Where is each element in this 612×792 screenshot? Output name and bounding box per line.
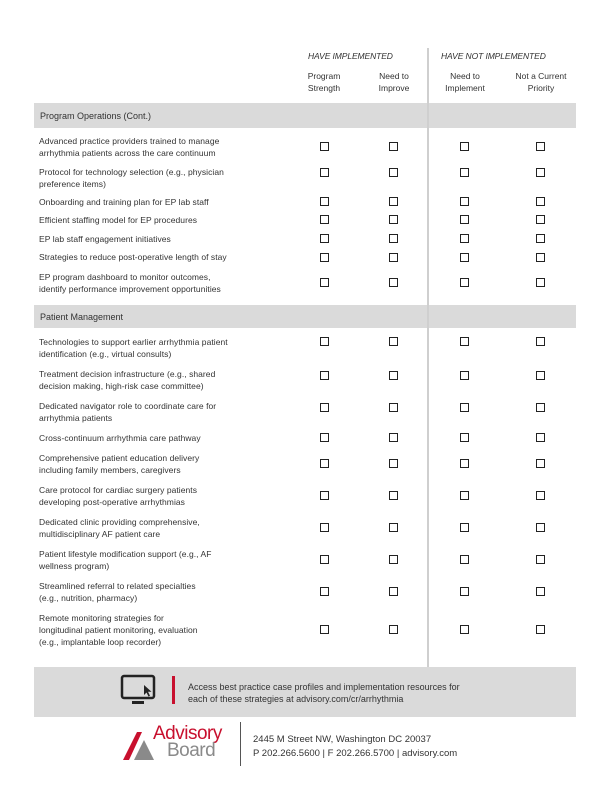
row-label-line: (e.g., implantable loop recorder) xyxy=(39,637,162,647)
table-row xyxy=(39,368,269,392)
table-row xyxy=(39,452,269,476)
checkbox-not-a-current-priority[interactable] xyxy=(536,555,545,564)
table-row xyxy=(39,214,269,226)
table-row xyxy=(39,251,269,263)
checkbox-need-to-implement[interactable] xyxy=(460,337,469,346)
checkbox-not-a-current-priority[interactable] xyxy=(536,433,545,442)
row-label-line: Comprehensive patient education delivery xyxy=(39,453,200,463)
checkbox-need-to-improve[interactable] xyxy=(389,371,398,380)
checkbox-need-to-implement[interactable] xyxy=(460,523,469,532)
row-label-line: including family members, caregivers xyxy=(39,465,181,475)
row-label-line: preference items) xyxy=(39,179,106,189)
checkbox-not-a-current-priority[interactable] xyxy=(536,234,545,243)
checkbox-need-to-improve[interactable] xyxy=(389,523,398,532)
checkbox-not-a-current-priority[interactable] xyxy=(536,215,545,224)
column-header-line: Improve xyxy=(378,83,410,93)
checkbox-need-to-improve[interactable] xyxy=(389,234,398,243)
checkbox-program-strength[interactable] xyxy=(320,491,329,500)
checkbox-program-strength[interactable] xyxy=(320,459,329,468)
row-label-line: EP lab staff engagement initiatives xyxy=(39,234,171,244)
row-label-line: wellness program) xyxy=(39,561,110,571)
checkbox-not-a-current-priority[interactable] xyxy=(536,253,545,262)
checkbox-program-strength[interactable] xyxy=(320,371,329,380)
row-label-line: Patient lifestyle modification support (e.g., AF xyxy=(39,549,212,559)
row-label-line: developing post-operative arrhythmias xyxy=(39,497,185,507)
table-row xyxy=(39,548,269,572)
table-row xyxy=(39,580,269,604)
group-divider xyxy=(427,48,429,668)
checkbox-need-to-implement[interactable] xyxy=(460,234,469,243)
row-label-line: Streamlined referral to related specialties xyxy=(39,581,196,591)
checkbox-program-strength[interactable] xyxy=(320,168,329,177)
table-row xyxy=(39,516,269,540)
checkbox-need-to-improve[interactable] xyxy=(389,215,398,224)
checkbox-not-a-current-priority[interactable] xyxy=(536,168,545,177)
checkbox-not-a-current-priority[interactable] xyxy=(536,337,545,346)
checkbox-need-to-implement[interactable] xyxy=(460,555,469,564)
row-label-line: identify performance improvement opportunities xyxy=(39,284,221,294)
footer-divider xyxy=(240,722,241,766)
footer-cta-text[interactable] xyxy=(188,681,518,705)
row-label-line: (e.g., nutrition, pharmacy) xyxy=(39,593,138,603)
checkbox-program-strength[interactable] xyxy=(320,587,329,596)
checkbox-program-strength[interactable] xyxy=(320,253,329,262)
row-label-line: Technologies to support earlier arrhythmia patient xyxy=(39,337,228,347)
row-label-line: Advanced practice providers trained to manage xyxy=(39,136,220,146)
monitor-cursor-icon xyxy=(120,674,162,708)
row-label-line: identification (e.g., virtual consults) xyxy=(39,349,172,359)
row-label-line: Dedicated clinic providing comprehensive, xyxy=(39,517,200,527)
section-header-program-operations xyxy=(34,103,576,128)
checkbox-need-to-implement[interactable] xyxy=(460,168,469,177)
checkbox-need-to-implement[interactable] xyxy=(460,197,469,206)
cta-line: Access best practice case profiles and implementation resources for xyxy=(188,682,460,692)
checkbox-need-to-implement[interactable] xyxy=(460,215,469,224)
checkbox-need-to-implement[interactable] xyxy=(460,278,469,287)
table-row xyxy=(39,271,269,295)
checkbox-program-strength[interactable] xyxy=(320,403,329,412)
checkbox-not-a-current-priority[interactable] xyxy=(536,371,545,380)
column-header-program-strength xyxy=(294,70,354,94)
table-row xyxy=(39,612,269,648)
checkbox-need-to-improve[interactable] xyxy=(389,555,398,564)
column-header-line: Program xyxy=(307,71,341,81)
column-header-line: Not a Current xyxy=(515,71,567,81)
checkbox-not-a-current-priority[interactable] xyxy=(536,491,545,500)
checkbox-need-to-improve[interactable] xyxy=(389,253,398,262)
checkbox-need-to-improve[interactable] xyxy=(389,433,398,442)
checkbox-need-to-improve[interactable] xyxy=(389,278,398,287)
column-header-need-to-implement xyxy=(433,70,497,94)
checkbox-program-strength[interactable] xyxy=(320,197,329,206)
group-header-implemented: HAVE IMPLEMENTED xyxy=(308,51,393,61)
logo-word-advisory: Advisory xyxy=(153,723,222,744)
checkbox-program-strength[interactable] xyxy=(320,234,329,243)
row-label-line: longitudinal patient monitoring, evaluation xyxy=(39,625,198,635)
checkbox-not-a-current-priority[interactable] xyxy=(536,459,545,468)
checkbox-program-strength[interactable] xyxy=(320,215,329,224)
advisory-board-logo xyxy=(120,724,232,764)
checkbox-program-strength[interactable] xyxy=(320,625,329,634)
checkbox-not-a-current-priority[interactable] xyxy=(536,142,545,151)
row-label-line: multidisciplinary AF patient care xyxy=(39,529,161,539)
column-header-line: Implement xyxy=(445,83,485,93)
checkbox-need-to-improve[interactable] xyxy=(389,625,398,634)
checkbox-need-to-implement[interactable] xyxy=(460,253,469,262)
logo-mark-icon xyxy=(120,728,156,762)
row-label-line: Onboarding and training plan for EP lab staff xyxy=(39,197,209,207)
group-header-not-implemented: HAVE NOT IMPLEMENTED xyxy=(441,51,546,61)
row-label-line: Dedicated navigator role to coordinate care for xyxy=(39,401,217,411)
checkbox-need-to-improve[interactable] xyxy=(389,587,398,596)
column-header-need-to-improve xyxy=(364,70,424,94)
checkbox-program-strength[interactable] xyxy=(320,337,329,346)
checkbox-need-to-improve[interactable] xyxy=(389,168,398,177)
row-label-line: Efficient staffing model for EP procedures xyxy=(39,215,198,225)
contact-block xyxy=(253,733,457,761)
checkbox-not-a-current-priority[interactable] xyxy=(536,587,545,596)
table-row xyxy=(39,135,269,159)
checkbox-need-to-implement[interactable] xyxy=(460,625,469,634)
checkbox-program-strength[interactable] xyxy=(320,142,329,151)
checkbox-need-to-implement[interactable] xyxy=(460,371,469,380)
row-label-line: decision making, high-risk case committee) xyxy=(39,381,204,391)
checkbox-need-to-implement[interactable] xyxy=(460,433,469,442)
checkbox-not-a-current-priority[interactable] xyxy=(536,278,545,287)
cta-link-line[interactable]: each of these strategies at advisory.com/cr/arrhythmia xyxy=(188,694,404,704)
checkbox-program-strength[interactable] xyxy=(320,433,329,442)
address-line: 2445 M Street NW, Washington DC 20037 xyxy=(253,734,432,745)
row-label-line: Cross-continuum arrhythmia care pathway xyxy=(39,433,201,443)
column-header-line: Need to xyxy=(379,71,409,81)
checkbox-need-to-improve[interactable] xyxy=(389,459,398,468)
checkbox-program-strength[interactable] xyxy=(320,278,329,287)
checkbox-need-to-improve[interactable] xyxy=(389,403,398,412)
section-header-patient-management xyxy=(34,305,576,328)
cta-accent-bar xyxy=(172,676,175,704)
row-label-line: arrhythmia patients across the care continuum xyxy=(39,148,216,158)
checkbox-need-to-implement[interactable] xyxy=(460,459,469,468)
checkbox-need-to-improve[interactable] xyxy=(389,142,398,151)
checkbox-need-to-implement[interactable] xyxy=(460,587,469,596)
column-header-line: Need to xyxy=(450,71,480,81)
row-label-line: Treatment decision infrastructure (e.g., shared xyxy=(39,369,216,379)
checkbox-not-a-current-priority[interactable] xyxy=(536,625,545,634)
table-row xyxy=(39,400,269,424)
table-row xyxy=(39,484,269,508)
checkbox-program-strength[interactable] xyxy=(320,523,329,532)
table-row xyxy=(39,166,269,190)
row-label-line: arrhythmia patients xyxy=(39,413,113,423)
row-label-line: Remote monitoring strategies for xyxy=(39,613,164,623)
section-title: Program Operations (Cont.) xyxy=(40,110,152,121)
column-header-not-a-current-priority xyxy=(505,70,577,94)
checkbox-need-to-implement[interactable] xyxy=(460,403,469,412)
checkbox-need-to-implement[interactable] xyxy=(460,142,469,151)
checkbox-need-to-improve[interactable] xyxy=(389,491,398,500)
row-label-line: EP program dashboard to monitor outcomes, xyxy=(39,272,211,282)
checkbox-not-a-current-priority[interactable] xyxy=(536,523,545,532)
checkbox-need-to-improve[interactable] xyxy=(389,197,398,206)
checkbox-program-strength[interactable] xyxy=(320,555,329,564)
checkbox-not-a-current-priority[interactable] xyxy=(536,403,545,412)
table-row xyxy=(39,336,269,360)
table-row xyxy=(39,233,269,245)
section-title: Patient Management xyxy=(40,311,124,322)
row-label-line: Strategies to reduce post-operative length of stay xyxy=(39,252,227,262)
logo-word-board: Board xyxy=(167,740,216,761)
checkbox-need-to-implement[interactable] xyxy=(460,491,469,500)
table-row xyxy=(39,196,269,208)
column-header-line: Strength xyxy=(307,83,341,93)
checkbox-not-a-current-priority[interactable] xyxy=(536,197,545,206)
row-label-line: Protocol for technology selection (e.g., physician xyxy=(39,167,224,177)
table-row xyxy=(39,432,269,444)
checkbox-need-to-improve[interactable] xyxy=(389,337,398,346)
row-label-line: Care protocol for cardiac surgery patients xyxy=(39,485,198,495)
phone-fax-web-line[interactable]: P 202.266.5600 | F 202.266.5700 | advisory.com xyxy=(253,748,458,759)
column-header-line: Priority xyxy=(527,83,555,93)
